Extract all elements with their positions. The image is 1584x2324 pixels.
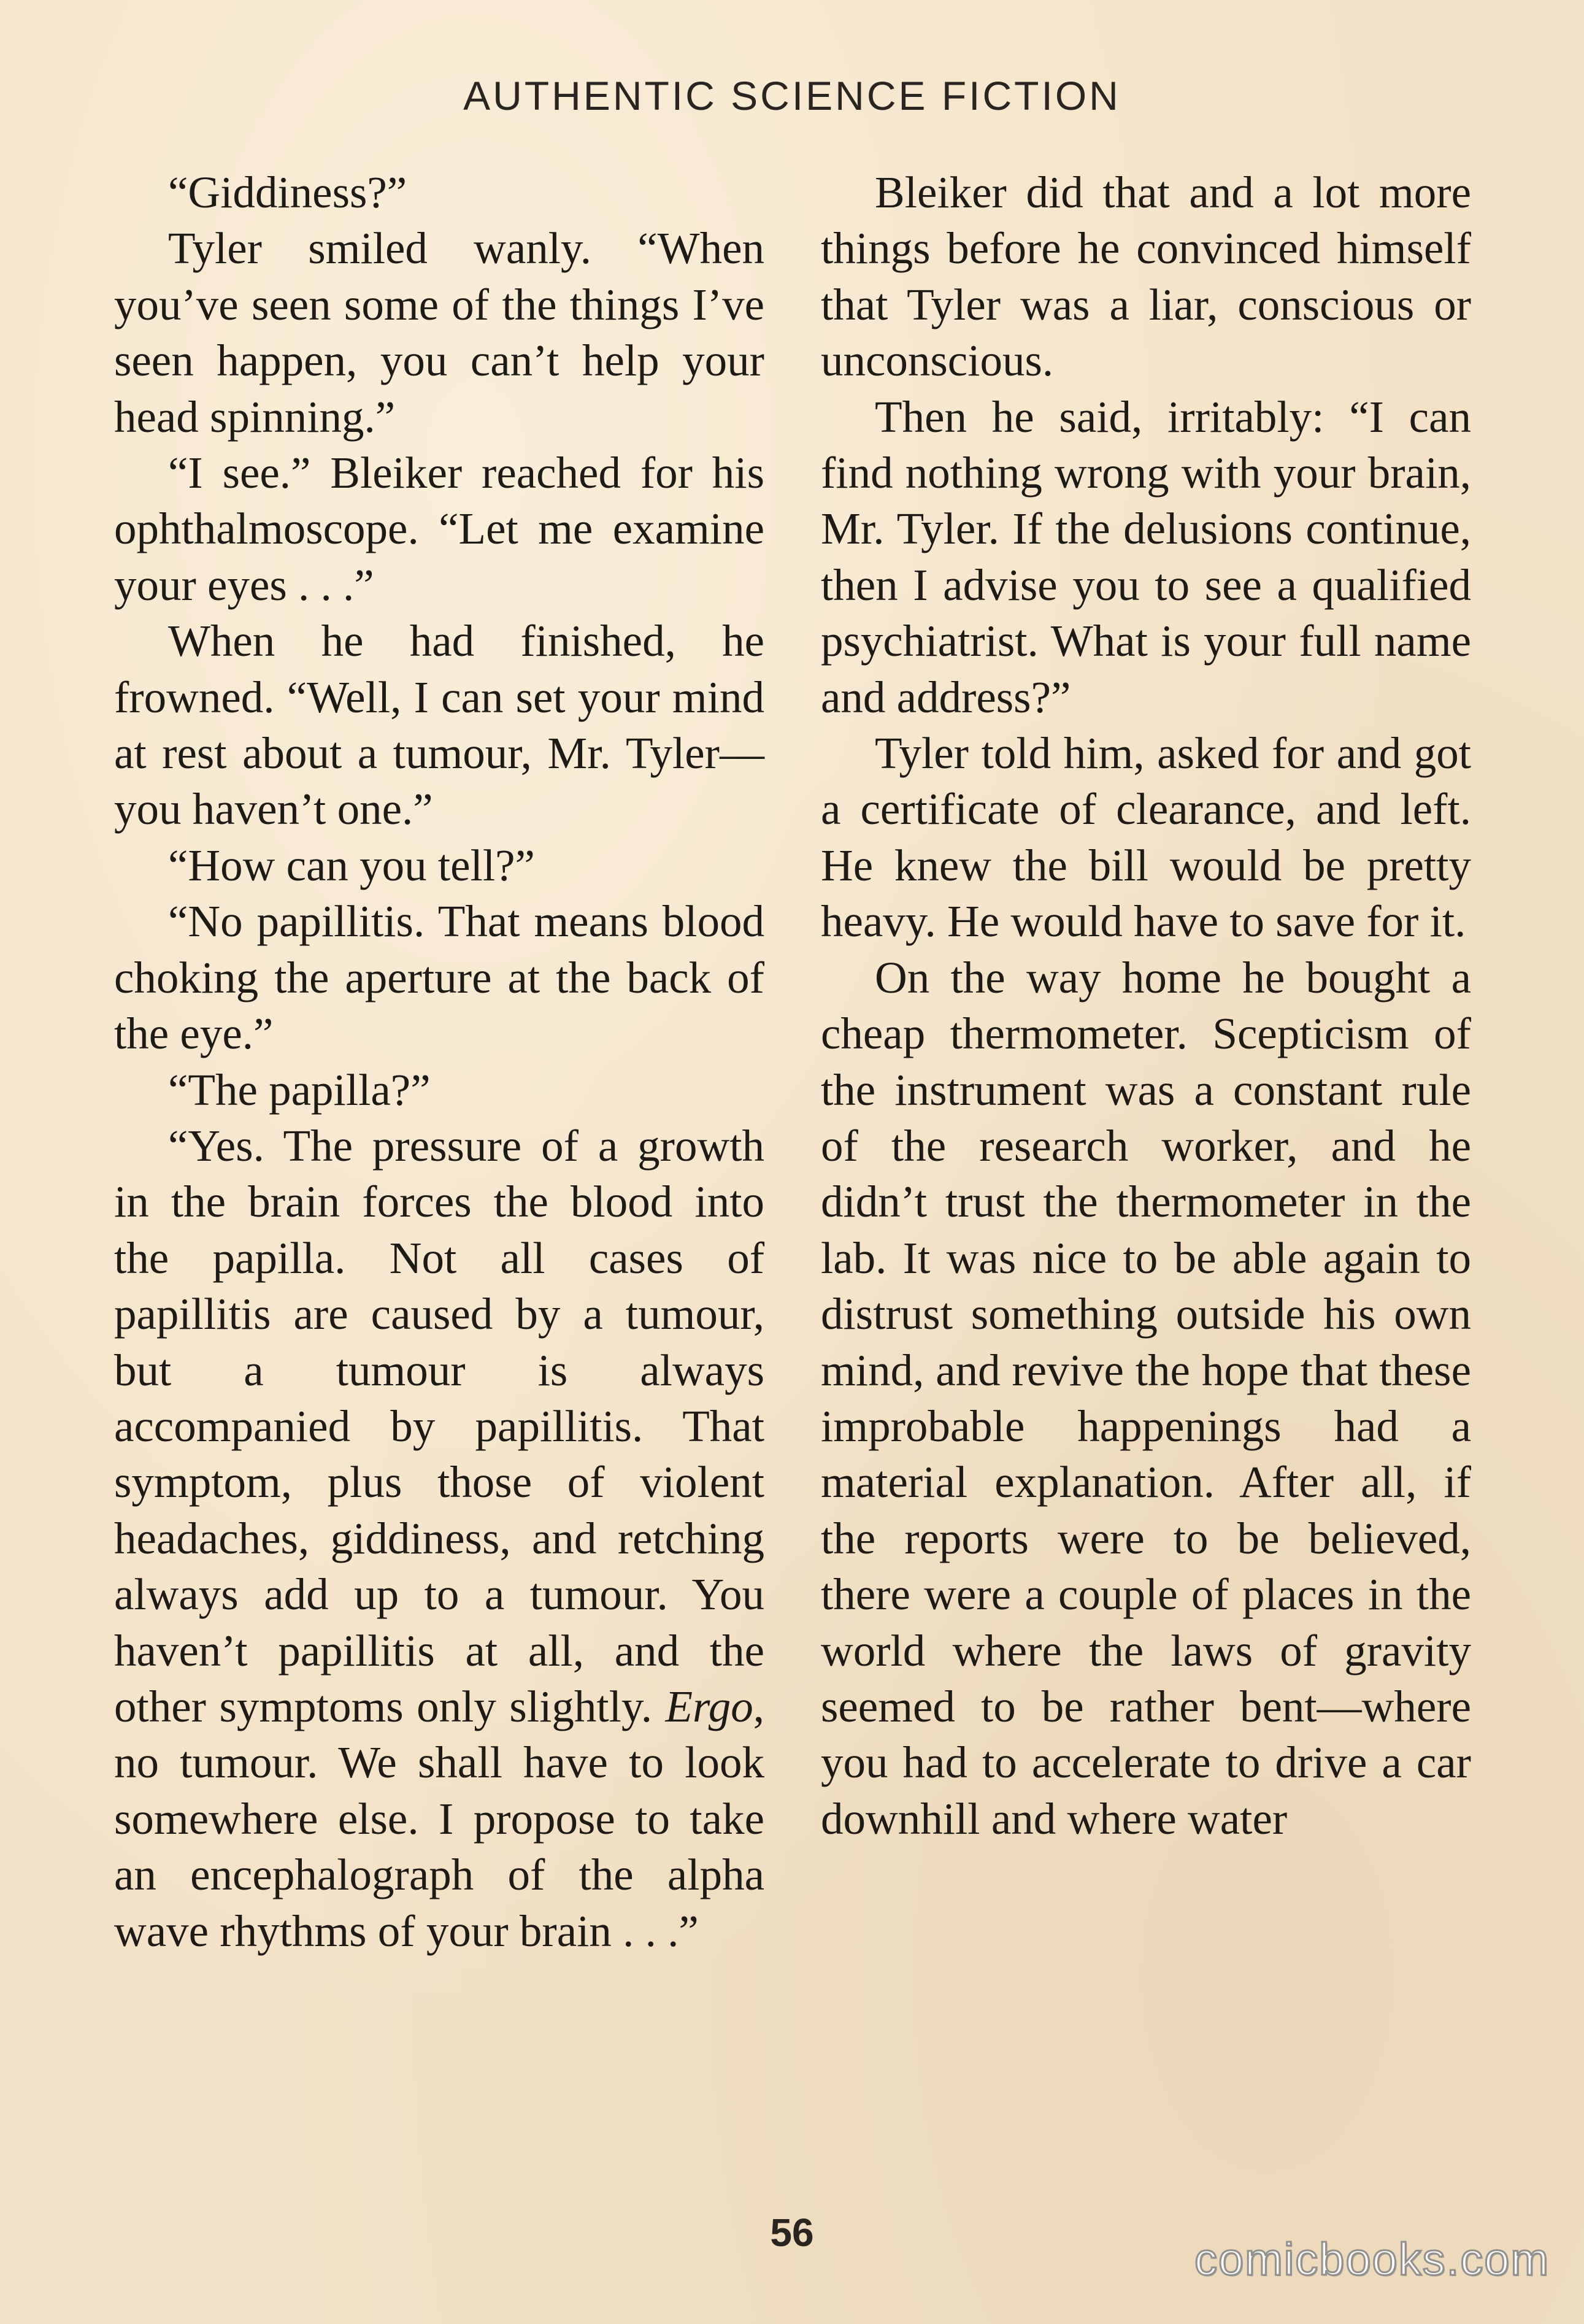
paragraph: On the way home he bought a cheap thermometer. Scepticism of the instrument was a constant rule of the research worker, and he didn’t trust the thermometer in the lab. It was nice to be able again to distrust something outside his own mind, and revive the hope that these improbable happenings had a material explanation. After all, if the reports were to be believed, there were a couple of places in the world where the laws of gravity seemed to be rather bent—where you had to accelerate to drive a car downhill and where water [821,952,1471,1844]
italic-word: Ergo [665,1681,753,1731]
right-column [821,164,1471,1847]
paragraph: “I see.” Bleiker reached for his ophthalmoscope. “Let me examine your eyes . . .” [114,448,764,610]
paragraph: “The papilla?” [168,1064,431,1115]
paragraph: When he had finished, he frowned. “Well, I can set your mind at rest about a tumour, Mr. Tyler—you haven’t one.” [114,616,764,834]
paragraph: “How can you tell?” [168,840,535,890]
paragraph: Tyler told him, asked for and got a certificate of clearance, and left. He knew the bill would be pretty heavy. He would have to save for it. [821,728,1471,947]
page-number: 56 [770,2210,814,2255]
paragraph: Tyler smiled wanly. “When you’ve seen some of the things I’ve seen happen, you can’t help your head spinning.” [114,223,764,442]
left-column [114,164,764,1959]
running-head: AUTHENTIC SCIENCE FICTION [463,73,1121,118]
paragraph: Bleiker did that and a lot more things before he convinced himself that Tyler was a liar, conscious or unconscious. [821,167,1471,386]
paragraph-with-italic [114,1118,764,1959]
watermark: comicbooks.com [1194,2234,1550,2285]
paragraph: “Giddiness?” [168,167,407,217]
text-segment: , no tumour. We shall have to look somewhere else. I propose to take an encephalograph of the alpha wave rhythms of your brain . . .” [114,1681,764,1956]
paragraph: Then he said, irritably: “I can find nothing wrong with your brain, Mr. Tyler. If the delusions continue, then I advise you to see a qualified psychiatrist. What is your full name and address?” [821,391,1471,722]
text-segment: “Yes. The pressure of a growth in the brain forces the blood into the papilla. Not all cases of papillitis are caused by a tumour, but a tumour is always accompanied by papillitis. That symptom, plus those of violent headaches, giddiness, and retching always add up to a tumour. You haven’t papillitis at all, and the other symptoms only slightly. [114,1120,764,1731]
paragraph: “No papillitis. That means blood choking the aperture at the back of the eye.” [114,896,764,1059]
